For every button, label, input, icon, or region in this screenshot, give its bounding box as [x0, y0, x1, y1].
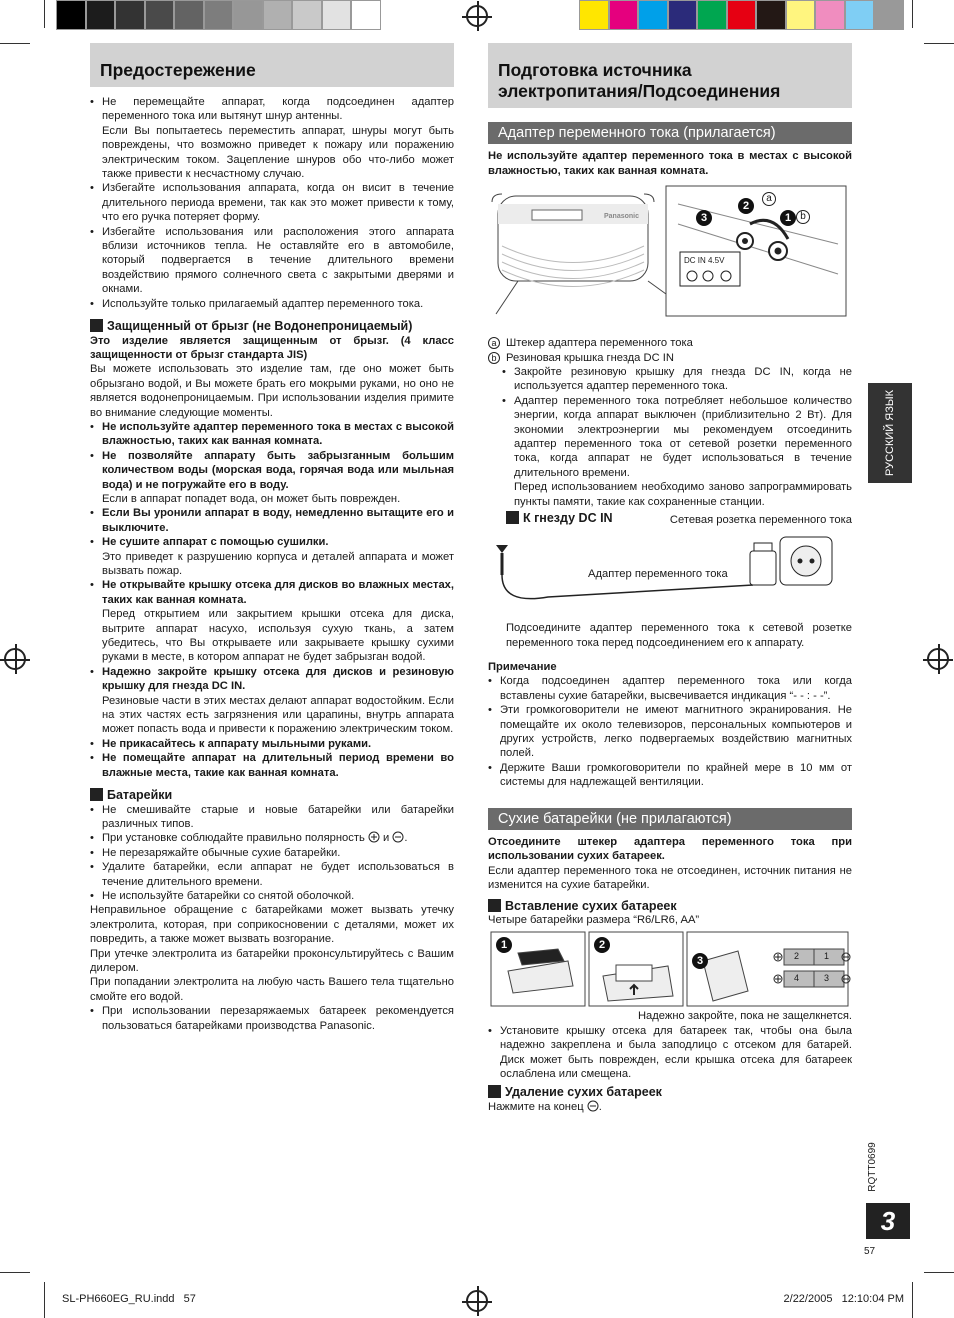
callout-a-icon: a — [488, 337, 500, 349]
battery-cover-list — [488, 1024, 852, 1082]
minus-icon — [392, 831, 404, 843]
crop-mark — [912, 1282, 913, 1318]
dc-in-label: DC IN 4.5V — [684, 256, 725, 266]
minus-icon — [587, 1100, 599, 1112]
color-swatch — [351, 0, 381, 30]
dc-jack-label: К гнезду DC IN — [506, 511, 613, 525]
legend — [488, 336, 852, 365]
insert-sub: Четыре батарейки размера “R6/LR6, AA” — [488, 914, 700, 926]
list-item: • При использовании перезаряжаемых батареек рекомендуется пользоваться батарейками производства Panasonic. — [90, 1004, 454, 1033]
splash-list — [90, 420, 454, 780]
battery-leak-text: Неправильное обращение с батарейками может вызвать утечку электролита, которая, при соприкосновении с деталями, может их повредить, а также может вызвать возгорание. — [90, 904, 454, 946]
list-item: • Не используйте батарейки со снятой оболочкой. — [90, 889, 454, 903]
list-item: • Не позволяйте аппарату быть забрызганным большим количеством воды (морская вода, горячая вода или мыльная вода) и не погружайте его в воду. Если в аппарат попадет вода, он может быть поврежден. — [90, 449, 454, 507]
crop-mark — [0, 1272, 30, 1273]
unit-connection-diagram — [488, 184, 852, 334]
footer-date: 2/22/2005 12:10:04 PM — [783, 1293, 904, 1305]
note-heading: Примечание — [488, 660, 557, 673]
color-swatch — [233, 0, 263, 30]
note-list — [488, 674, 852, 789]
registration-mark-icon — [4, 648, 26, 670]
document-code: RQTT0699 — [866, 1142, 878, 1192]
color-swatch — [86, 0, 116, 30]
page-number: 57 — [864, 1246, 876, 1257]
list-item: • Используйте только прилагаемый адаптер переменного тока. — [90, 297, 454, 311]
list-item: • Если Вы уронили аппарат в воду, немедленно вытащите его и выключите. — [90, 506, 454, 535]
cell-label: 4 — [794, 973, 800, 984]
power-title: Подготовка источника электропитания/Подсоединения — [488, 43, 852, 108]
color-swatch — [292, 0, 322, 30]
close-caption: Надежно закройте, пока не защелкнется. — [637, 1010, 852, 1023]
connect-note: Подсоедините адаптер переменного тока к сетевой розетке переменного тока перед подсоединением его к аппарату. — [506, 622, 852, 649]
color-swatch — [609, 0, 639, 30]
step-1-icon: 1 — [780, 210, 796, 226]
splash-bold-intro: Это изделие является защищенным от брызг. (4 класс защищенности от брызг стандарта JIS) — [90, 334, 454, 361]
battery-wash-text: При попадании электролита на любую часть Вашего тела тщательно смойте его водой. — [90, 976, 454, 1003]
list-item: • Не перезаряжайте обычные сухие батарейки. — [90, 846, 454, 860]
color-swatch — [874, 0, 904, 30]
step-3-icon: 3 — [696, 210, 712, 226]
color-swatch — [815, 0, 845, 30]
list-item: • Адаптер переменного тока потребляет небольшое количество энергии, когда аппарат выключен (приблизительно 2 Вт). Для экономии электроэнергии мы рекомендуем отсоединить адаптер переменного тока от сетевой розетки переменного тока, когда аппарат не будет использоваться в течение длительного времени. Перед использованием необходимо заново запрограммировать пункты памяти, такие как сохраненные станции. — [502, 394, 852, 509]
gray-color-bar — [56, 0, 381, 32]
splash-intro: Вы можете использовать это изделие там, где оно может быть обрызгано водой, и Вы можете брать его мокрыми руками, но оно не является водонепроницаемым. При использовании изделия примите во внимание следующие моменты. — [90, 363, 454, 419]
remove-heading: Удаление сухих батареек — [488, 1085, 852, 1099]
plus-icon — [368, 831, 380, 843]
brand-logo: Panasonic — [604, 213, 640, 221]
color-swatch — [322, 0, 352, 30]
list-item: • Удалите батарейки, если аппарат не будет использоваться в течение длительного времени. — [90, 860, 454, 889]
list-item: • Не сушите аппарат с помощью сушилки. Это приведет к разрушению корпуса и деталей аппарата и может вызвать пожар. — [90, 535, 454, 578]
list-item: • Держите Ваши громкоговорители по крайней мере в 10 мм от системы для надлежащей вентиляции. — [488, 761, 852, 790]
list-item: • Надежно закройте крышку отсека для дисков и резиновую крышку для гнезда DC IN. Резиновые части в этих местах делают аппарат водостойким. Если на этих частях есть загрязнения или царапины, внутрь аппарата может попасть вода и привести к поражению электрическим током. — [90, 665, 454, 737]
color-swatch — [56, 0, 86, 30]
color-swatch — [756, 0, 786, 30]
ac-warning: Не используйте адаптер переменного тока в местах с высокой влажностью, таких как ванная комната. — [488, 150, 852, 177]
ac-adapter-heading: Адаптер переменного тока (прилагается) — [488, 122, 852, 144]
list-item: • Эти громкоговорители не имеют магнитного экранирования. Не помещайте их около телевизоров, персональных компьютеров и других устройств, легко подвергаемых воздействию магнитных полей. — [488, 703, 852, 761]
step-2-icon: 2 — [594, 937, 610, 953]
ac-notes-list — [502, 365, 852, 509]
callout-a-icon: a — [762, 192, 776, 206]
color-swatch — [668, 0, 698, 30]
language-tab: РУССКИЙ ЯЗЫК — [868, 383, 912, 483]
crop-mark — [924, 43, 954, 44]
remove-text: Нажмите на конец . — [488, 1100, 602, 1113]
insert-heading: Вставление сухих батареек — [488, 899, 852, 913]
batteries-list — [90, 803, 454, 904]
precautions-title: Предостережение — [90, 43, 454, 87]
color-swatch — [263, 0, 293, 30]
crop-mark — [912, 0, 913, 28]
legend-b: b Резиновая крышка гнезда DC IN — [488, 351, 852, 365]
color-swatch — [579, 0, 609, 30]
color-swatch — [145, 0, 175, 30]
color-swatch — [727, 0, 757, 30]
list-item: • При установке соблюдайте правильно полярность и . — [90, 831, 454, 845]
left-column — [90, 43, 454, 1033]
dry-para: Если адаптер переменного тока не отсоединен, источник питания не изменится на сухие батарейки. — [488, 864, 852, 892]
batteries-heading: Батарейки — [90, 788, 454, 802]
section-number: 3 — [866, 1203, 910, 1239]
step-1-icon: 1 — [496, 937, 512, 953]
cell-label: 2 — [794, 951, 800, 962]
registration-mark-icon — [466, 5, 488, 27]
list-item: • Закройте резиновую крышку для гнезда DC IN, когда не используется адаптер переменного тока. — [502, 365, 852, 394]
color-swatch — [697, 0, 727, 30]
crop-mark — [924, 1272, 954, 1273]
adapter-illustration — [488, 515, 852, 615]
legend-a: a Штекер адаптера переменного тока — [488, 336, 852, 350]
crop-mark — [44, 0, 45, 28]
list-item: • Когда подсоединен адаптер переменного тока или когда вставлены сухие батарейки, высвечивается индикация “- - : - -”. — [488, 674, 852, 703]
outlet-label: Сетевая розетка переменного тока — [669, 514, 852, 527]
list-item: • Не открывайте крышку отсека для дисков во влажных местах, таких как ванная комната. Перед открытием или закрытием крышки отсека для диска, вытрите аппарат насухо, используя сухую ткань, а затем убедитесь, что Вы открываете или закрываете крышку сухими руками в месте, в котором аппарат не будет забрызган водой. — [90, 578, 454, 664]
cell-label: 3 — [824, 973, 830, 984]
dry-bold: Отсоедините штекер адаптера переменного тока при использовании сухих батареек. — [488, 835, 852, 863]
list-item: • Не используйте адаптер переменного тока в местах с высокой влажностью, таких как ванная комната. — [90, 420, 454, 449]
dry-batteries-heading: Сухие батарейки (не прилагаются) — [488, 808, 852, 830]
color-swatch — [115, 0, 145, 30]
color-swatch — [786, 0, 816, 30]
step-3-icon: 3 — [692, 953, 708, 969]
registration-mark-icon — [927, 648, 949, 670]
list-item: • Не перемещайте аппарат, когда подсоединен адаптер переменного тока или вытянут шнур антенны. Если Вы попытаетесь переместить аппарат, шнуры могут быть повреждены, что возможно приведет к пожару или поражению электрическим током. Зацепление шнуров обо что-либо может также привести к несчастному случаю. — [90, 95, 454, 181]
rechargeable-list — [90, 1004, 454, 1033]
unit-illustration — [488, 184, 852, 334]
battery-steps-diagram — [488, 931, 852, 1007]
adapter-connection-diagram — [488, 511, 852, 615]
callout-b-icon: b — [488, 352, 500, 364]
right-column — [488, 43, 852, 1114]
process-color-bar — [579, 0, 904, 32]
battery-dealer-text: При утечке электролита из батарейки проконсультируйтесь с Вашим дилером. — [90, 947, 454, 974]
crop-mark — [44, 1282, 45, 1318]
list-item: • Не помещайте аппарат на длительный период времени во влажные места, такие как ванная комната. — [90, 751, 454, 780]
splash-proof-heading: Защищенный от брызг (не Водонепроницаемый) — [90, 319, 454, 333]
list-item: • Избегайте использования аппарата, когда он висит в течение длительного периода времени, так как это может привести к тому, что его ручка потеряет форму. — [90, 181, 454, 224]
footer-file: SL-PH660EG_RU.indd 57 — [62, 1293, 196, 1305]
list-item: • Избегайте использования или расположения этого аппарата вблизи источников тепла. Не оставляйте его в автомобиле, который подвергается в течение длительного времени воздействию прямого солнечного света с закрытыми дверями и окнами. — [90, 225, 454, 297]
step-2-icon: 2 — [738, 198, 754, 214]
list-item: • Не прикасайтесь к аппарату мыльными руками. — [90, 737, 454, 751]
color-swatch — [638, 0, 668, 30]
color-swatch — [845, 0, 875, 30]
adapter-label: Адаптер переменного тока — [588, 568, 728, 581]
color-swatch — [204, 0, 234, 30]
battery-steps-illustration — [488, 931, 852, 1007]
precautions-list — [90, 95, 454, 311]
list-item: • Установите крышку отсека для батареек так, чтобы она была надежно закреплена и была заподлицо с отсеком для батарей. Диск может быть поврежден, если крышка отсека для батареек ослаблена или смещена. — [488, 1024, 852, 1082]
registration-mark-icon — [466, 1290, 488, 1312]
list-item: • Не смешивайте старые и новые батарейки или батарейки различных типов. — [90, 803, 454, 832]
callout-b-icon: b — [796, 210, 810, 224]
crop-mark — [0, 43, 30, 44]
color-swatch — [174, 0, 204, 30]
cell-label: 1 — [824, 951, 830, 962]
